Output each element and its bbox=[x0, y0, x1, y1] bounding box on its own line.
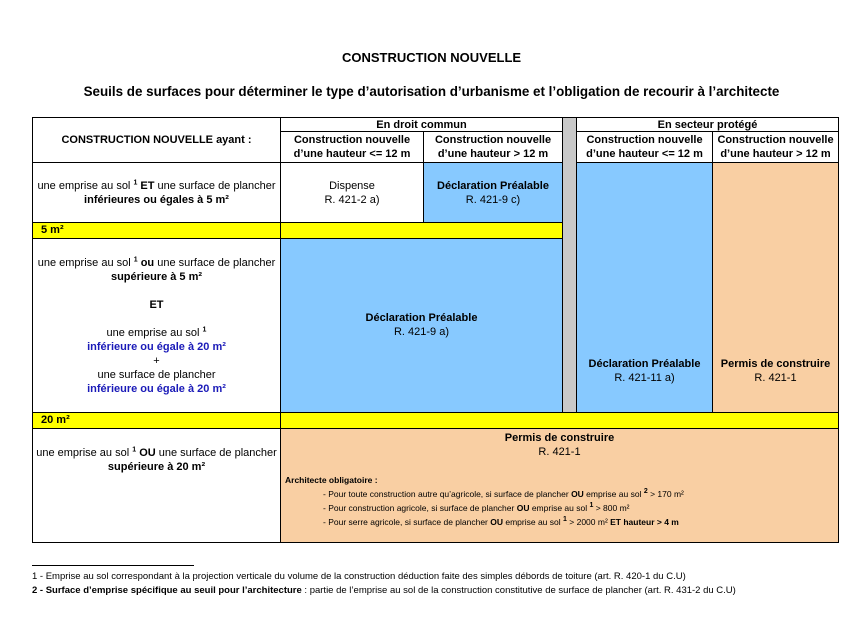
col-common-low-l2: d’une hauteur <= 12 m bbox=[293, 148, 411, 160]
row3-text-1a: une emprise au sol bbox=[36, 447, 133, 459]
architect-rule-2: - Pour construction agricole, si surface de plancher OU emprise au sol $^1$ > 800 m² bbox=[323, 502, 630, 513]
header-group-protected bbox=[576, 117, 839, 132]
row2-text-ou: ou bbox=[140, 256, 155, 269]
row3-permit-cell bbox=[280, 428, 839, 543]
footnote-2-rest: : partie de l’emprise au sol de la construction constitutive de surface de plancher (art. R. 431-2 du C.U) bbox=[301, 585, 736, 596]
row2-text-plus: + bbox=[153, 354, 160, 367]
header-group-common bbox=[280, 117, 563, 132]
protected-low-cell bbox=[576, 162, 713, 413]
row3-text-1c: une surface de plancher bbox=[155, 447, 277, 459]
row2-text-2: supérieure à 5 m² bbox=[110, 270, 203, 283]
row2-sup: 1 bbox=[133, 255, 138, 263]
page-title: CONSTRUCTION NOUVELLE bbox=[341, 50, 522, 65]
header-col-common-low bbox=[280, 131, 424, 163]
row1-common-low-ref: R. 421-2 a) bbox=[324, 194, 380, 206]
row2-text-6: inférieure ou égale à 20 m² bbox=[87, 382, 226, 395]
protected-high-cell bbox=[712, 162, 839, 413]
row2-text-4: inférieure ou égale à 20 m² bbox=[87, 340, 226, 353]
row2-sup-2: 1 bbox=[202, 325, 207, 333]
row3-label bbox=[32, 428, 281, 543]
row1-label bbox=[32, 162, 281, 223]
row2-text-5: une surface de plancher bbox=[97, 368, 216, 381]
row1-common-high-title: Déclaration Préalable bbox=[437, 180, 549, 192]
protected-low-ref: R. 421-11 a) bbox=[614, 372, 675, 384]
footnote-2-bold: 2 - Surface d’emprise spécifique au seuil pour l’architecture bbox=[32, 585, 302, 596]
row1-common-high-ref: R. 421-9 c) bbox=[465, 194, 521, 206]
header-row-label-text: CONSTRUCTION NOUVELLE ayant : bbox=[61, 134, 252, 146]
threshold-20-label bbox=[32, 412, 281, 429]
threshold-5-text: 5 m² bbox=[41, 224, 64, 236]
row2-text-1c: une surface de plancher bbox=[154, 256, 276, 269]
architect-rule-1: - Pour toute construction autre qu’agricole, si surface de plancher OU emprise au sol $^2$ > 170 m² bbox=[323, 488, 684, 499]
header-col-protected-low bbox=[576, 131, 713, 163]
row2-text-et: ET bbox=[149, 298, 164, 311]
col-protected-high-l1: Construction nouvelle bbox=[717, 134, 834, 146]
separator-column bbox=[562, 117, 577, 413]
protected-low-title: Déclaration Préalable bbox=[588, 358, 701, 370]
row3-permit-title: Permis de construire bbox=[504, 432, 615, 444]
architect-rule-3: - Pour serre agricole, si surface de plancher OU emprise au sol $^1$ > 2000 m² ET hauteur > 4 m bbox=[323, 516, 679, 527]
footnote-2 bbox=[32, 585, 736, 596]
row1-text-c: une surface de plancher bbox=[154, 179, 276, 192]
row1-text-a: une emprise au sol bbox=[37, 179, 134, 192]
row2-common-title: Déclaration Préalable bbox=[365, 312, 478, 324]
architect-title: Architecte obligatoire : bbox=[285, 475, 378, 485]
protected-high-title: Permis de construire bbox=[720, 358, 831, 370]
footnote-1: 1 - Emprise au sol correspondant à la projection verticale du volume de la construction déduction faite des simples débords de toiture (art. R. 420-1 du C.U) bbox=[32, 571, 686, 582]
threshold-5-label bbox=[32, 222, 281, 239]
row3-text-2: supérieure à 20 m² bbox=[107, 461, 206, 473]
footnote-divider bbox=[32, 565, 194, 566]
row3-sup: 1 bbox=[132, 446, 137, 454]
row1-text-et: ET bbox=[140, 179, 155, 192]
col-protected-high-l2: d’une hauteur > 12 m bbox=[720, 148, 831, 160]
row1-sup: 1 bbox=[133, 178, 138, 186]
row1-common-low-title: Dispense bbox=[329, 180, 375, 192]
group-protected-label: En secteur protégé bbox=[657, 118, 758, 131]
row1-text-d: inférieures ou égales à 5 m² bbox=[84, 193, 229, 206]
row2-common bbox=[280, 238, 563, 413]
row2-text-1a: une emprise au sol bbox=[37, 256, 134, 269]
col-protected-low-l2: d’une hauteur <= 12 m bbox=[586, 148, 703, 160]
row3-text-ou: OU bbox=[139, 447, 156, 459]
row2-common-ref: R. 421-9 a) bbox=[393, 326, 450, 338]
col-common-high-l2: d’une hauteur > 12 m bbox=[437, 148, 549, 160]
threshold-20-bar bbox=[280, 412, 839, 429]
threshold-20-text: 20 m² bbox=[41, 414, 70, 426]
header-col-common-high bbox=[423, 131, 563, 163]
protected-high-ref: R. 421-1 bbox=[754, 372, 797, 384]
row3-permit-ref: R. 421-1 bbox=[538, 446, 581, 458]
page-subtitle: Seuils de surfaces pour déterminer le type d’autorisation d’urbanisme et l’obligation de recourir à l’architecte bbox=[83, 84, 780, 99]
row2-label bbox=[32, 238, 281, 413]
row2-text-3: une emprise au sol bbox=[106, 326, 203, 339]
header-row-label bbox=[32, 117, 281, 163]
col-common-low-l1: Construction nouvelle bbox=[293, 134, 411, 146]
col-protected-low-l1: Construction nouvelle bbox=[586, 134, 703, 146]
row1-common-low bbox=[280, 162, 424, 223]
header-col-protected-high bbox=[712, 131, 839, 163]
threshold-5-bar bbox=[280, 222, 563, 239]
col-common-high-l1: Construction nouvelle bbox=[434, 134, 552, 146]
row1-common-high bbox=[423, 162, 563, 223]
group-common-label: En droit commun bbox=[376, 118, 467, 131]
